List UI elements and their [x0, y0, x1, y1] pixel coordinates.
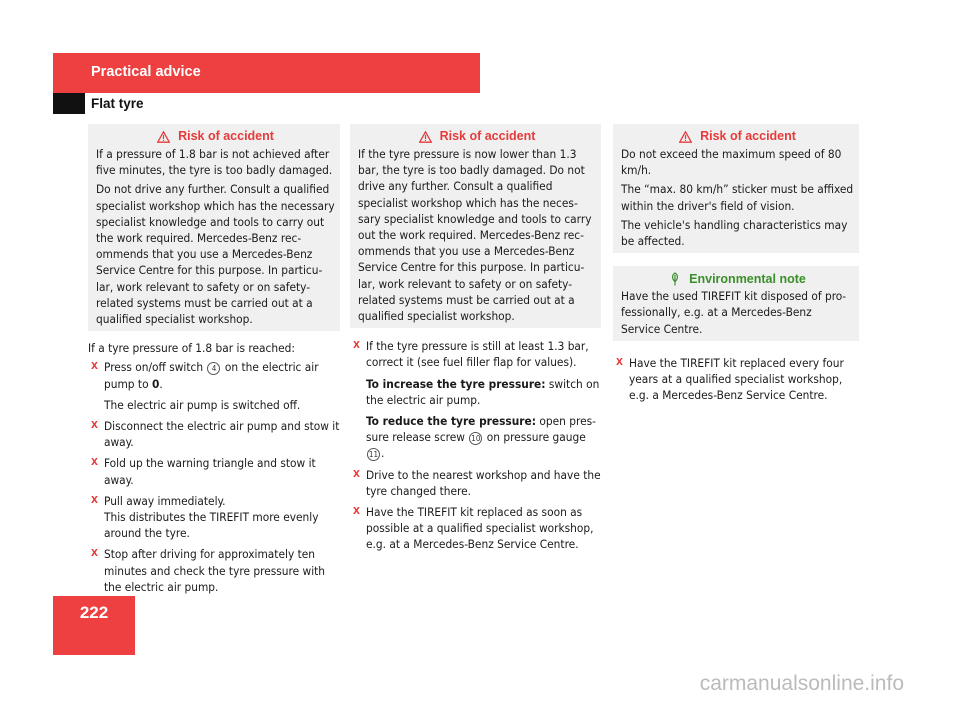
step-text: on the electric air pump to — [104, 360, 319, 391]
arrow-marker-icon: X — [353, 340, 360, 352]
warning-box — [613, 124, 859, 253]
callout-number: 11 — [368, 450, 379, 460]
environment-title: Environmental note — [689, 271, 806, 286]
detail-text: open pressure release screw — [366, 414, 596, 445]
environment-box — [613, 266, 859, 341]
warning-triangle-icon — [679, 131, 692, 143]
step-item — [88, 359, 340, 413]
detail-text: on pressure gauge — [486, 430, 586, 445]
warning-text: Do not exceed the maximum speed of 80 km/h. — [621, 147, 842, 178]
warning-text: If the tyre pressure is now lower than 1.3 bar, the tyre is too badly damaged. Do not drive any further. Consult a qualified specialist workshop which has the necessary specialist knowledge and tools to carry out the work required. Mercedes-Benz recommends that you use a Mercedes-Benz Service Centre for this purpose. In particular, work relevant to safety or on safety-related systems must be carried out at a qualified specialist workshop. — [358, 147, 592, 324]
step-result: This distributes the TIREFIT more evenly around the tyre. — [104, 510, 319, 541]
step-item — [88, 418, 340, 450]
warning-heading — [358, 128, 596, 145]
section-tab — [53, 93, 85, 114]
step-text: Drive to the nearest workshop and have the tyre changed there. — [366, 467, 601, 498]
warning-text: Do not drive any further. Consult a qualified specialist workshop which has the necessary specialist knowledge and tools to carry out the work required. Mercedes-Benz recommends that you use a Mercedes-Benz Service Centre for this purpose. In particular, work relevant to safety or on safety-related systems must be carried out at a qualified specialist workshop. — [96, 182, 335, 327]
step-item — [350, 467, 601, 499]
step-text: Stop after driving for approximately ten minutes and check the tyre pressure with the electric air pump. — [104, 547, 326, 594]
step-text: Pull away immediately. — [104, 493, 226, 508]
detail-text: switch on the electric air pump. — [366, 376, 600, 407]
environment-text: Have the used TIREFIT kit disposed of professionally, e.g. at a Mercedes-Benz Service Centre. — [621, 289, 847, 336]
environment-heading — [621, 270, 854, 287]
step-item — [88, 455, 340, 487]
arrow-marker-icon: X — [616, 356, 623, 368]
step-text: Fold up the warning triangle and stow it away. — [104, 456, 316, 487]
step-detail — [366, 376, 601, 408]
step-detail — [366, 413, 601, 462]
step-text: If the tyre pressure is still at least 1.3 bar, correct it (see fuel filler flap for values). — [366, 339, 589, 370]
step-value: 0 — [151, 376, 160, 391]
callout-number: 10 — [471, 434, 481, 444]
step-item — [613, 355, 859, 404]
step-result: The electric air pump is switched off. — [104, 397, 301, 412]
step-item — [350, 504, 601, 553]
watermark: carmanualsonline.info — [699, 672, 904, 695]
step-item — [88, 546, 340, 595]
step-text: Press on/off switch — [104, 360, 204, 375]
arrow-marker-icon: X — [91, 494, 98, 506]
arrow-marker-icon: X — [91, 420, 98, 432]
warning-title: Risk of accident — [700, 129, 796, 144]
warning-triangle-icon — [419, 131, 432, 143]
warning-heading — [621, 128, 854, 145]
page-number: 222 — [53, 596, 135, 655]
warning-heading — [96, 128, 335, 145]
column-2 — [350, 124, 601, 553]
chapter-title: Practical advice — [91, 64, 201, 80]
arrow-marker-icon: X — [353, 506, 360, 518]
chapter-header — [53, 53, 480, 93]
step-item — [88, 493, 340, 542]
leaf-icon — [669, 272, 681, 286]
warning-triangle-icon — [157, 131, 170, 143]
step-text: Have the TIREFIT kit replaced as soon as possible at a qualified specialist workshop, e.g. at a Mercedes-Benz Service Centre. — [366, 505, 594, 552]
step-text: Disconnect the electric air pump and stow it away. — [104, 419, 340, 450]
detail-label: To reduce the tyre pressure: — [366, 414, 536, 429]
column-3 — [613, 124, 859, 403]
section-title: Flat tyre — [91, 96, 144, 111]
detail-label: To increase the tyre pressure: — [366, 376, 546, 391]
warning-text: The “max. 80 km/h” sticker must be affixed within the driver's field of vision. — [621, 182, 854, 213]
column-1 — [88, 124, 340, 595]
warning-title: Risk of accident — [178, 129, 274, 144]
warning-text: If a pressure of 1.8 bar is not achieved after five minutes, the tyre is too badly damaged. — [96, 147, 333, 178]
step-text: . — [159, 376, 163, 391]
step-text: Have the TIREFIT kit replaced every four years at a qualified specialist workshop, e.g. a Mercedes-Benz Service Centre. — [629, 355, 844, 403]
warning-title: Risk of accident — [439, 129, 536, 144]
arrow-marker-icon: X — [91, 457, 98, 469]
intro-text: If a tyre pressure of 1.8 bar is reached: — [88, 341, 295, 356]
arrow-marker-icon: X — [91, 361, 98, 373]
step-item — [350, 338, 601, 461]
arrow-marker-icon: X — [91, 548, 98, 560]
warning-text: The vehicle's handling characteristics may be affected. — [621, 217, 848, 249]
warning-box — [88, 124, 340, 331]
arrow-marker-icon: X — [353, 468, 360, 480]
detail-text: . — [381, 446, 385, 461]
callout-number: 4 — [207, 362, 220, 375]
warning-box — [350, 124, 601, 328]
